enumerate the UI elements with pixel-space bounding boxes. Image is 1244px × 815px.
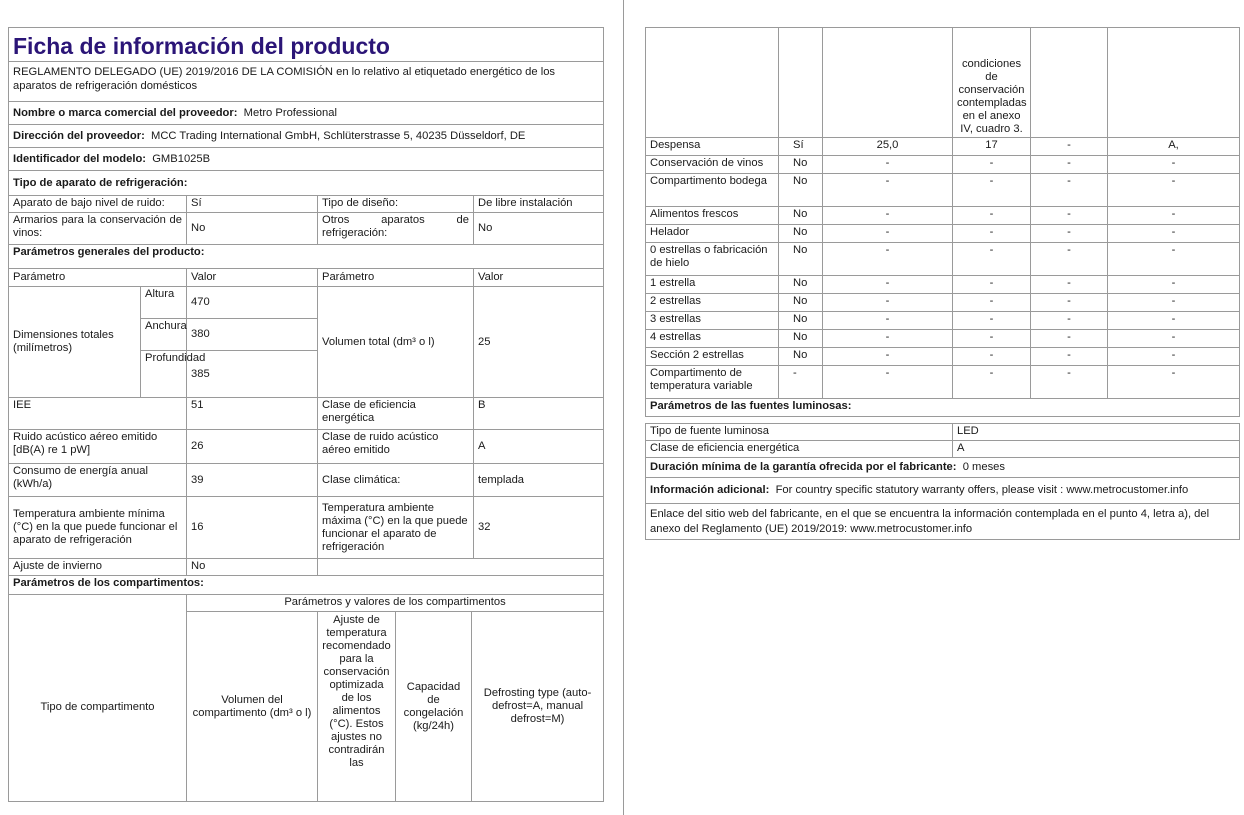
compartment-row bbox=[646, 225, 1240, 243]
climate-class-value: templada bbox=[474, 464, 604, 497]
design-type-label: Tipo de diseño: bbox=[318, 196, 474, 213]
compartment-name: 0 estrellas o fabricación de hielo bbox=[646, 243, 779, 276]
compartment-volume: - bbox=[823, 207, 953, 225]
compartment-name: Alimentos frescos bbox=[646, 207, 779, 225]
light-params-heading: Parámetros de las fuentes luminosas: bbox=[646, 399, 1240, 417]
compartment-row bbox=[646, 207, 1240, 225]
model-row bbox=[9, 148, 604, 171]
compartment-volume: - bbox=[823, 225, 953, 243]
supplier-address-label: Dirección del proveedor: bbox=[13, 129, 145, 142]
model-label: Identificador del modelo: bbox=[13, 152, 147, 165]
compartment-defrost: - bbox=[1108, 174, 1240, 207]
eei-value: 51 bbox=[187, 398, 318, 430]
noise-label: Ruido acústico aéreo emitido [dB(A) re 1 pW] bbox=[9, 430, 187, 464]
compartment-present: No bbox=[779, 207, 823, 225]
compartment-volume: - bbox=[823, 243, 953, 276]
compartment-name: Helador bbox=[646, 225, 779, 243]
max-temp-value: 32 bbox=[474, 497, 604, 559]
compartment-present: No bbox=[779, 156, 823, 174]
compartment-defrost: - bbox=[1108, 348, 1240, 366]
additional-info-label: Información adicional: bbox=[650, 484, 770, 496]
compartment-freezing-capacity: - bbox=[1031, 243, 1108, 276]
light-class-value: A bbox=[953, 441, 1240, 458]
col-value-header: Valor bbox=[187, 269, 318, 287]
compartment-rows bbox=[646, 138, 1240, 399]
compartment-defrost: - bbox=[1108, 276, 1240, 294]
eei-label: IEE bbox=[9, 398, 187, 430]
annual-energy-label: Consumo de energía anual (kWh/a) bbox=[9, 464, 187, 497]
volume-label: Volumen total (dm³ o l) bbox=[318, 287, 474, 398]
compartment-freezing-capacity: - bbox=[1031, 294, 1108, 312]
width-label: Anchura bbox=[141, 319, 187, 351]
compartment-row bbox=[646, 330, 1240, 348]
supplier-address-row bbox=[9, 125, 604, 148]
blank-cell bbox=[646, 28, 779, 138]
compartment-defrost: - bbox=[1108, 366, 1240, 399]
compartment-defrost: - bbox=[1108, 243, 1240, 276]
col-value-header-2: Valor bbox=[474, 269, 604, 287]
general-params-heading: Parámetros generales del producto: bbox=[9, 245, 604, 269]
compartment-row bbox=[646, 156, 1240, 174]
compartment-volume: - bbox=[823, 330, 953, 348]
compartment-params-heading: Parámetros de los compartimentos: bbox=[9, 576, 604, 595]
depth-value: 385 bbox=[187, 351, 318, 398]
model-value: GMB1025B bbox=[152, 152, 211, 165]
warranty-label: Duración mínima de la garantía ofrecida por el fabricante: bbox=[650, 461, 957, 473]
compartment-table bbox=[645, 27, 1240, 417]
compartment-present: No bbox=[779, 294, 823, 312]
compartment-name: 1 estrella bbox=[646, 276, 779, 294]
efficiency-class-value: B bbox=[474, 398, 604, 430]
width-value: 380 bbox=[187, 319, 318, 351]
compartment-freezing-capacity: - bbox=[1031, 276, 1108, 294]
compartment-row bbox=[646, 312, 1240, 330]
low-noise-value: Sí bbox=[187, 196, 318, 213]
compartment-volume: 25,0 bbox=[823, 138, 953, 156]
additional-info-row bbox=[646, 478, 1240, 504]
warranty-row bbox=[646, 458, 1240, 478]
compartment-header-table bbox=[8, 594, 604, 802]
compartment-present: Sí bbox=[779, 138, 823, 156]
compartment-freezing-capacity: - bbox=[1031, 225, 1108, 243]
manufacturer-website-text: Enlace del sitio web del fabricante, en el que se encuentra la información contemplada en el punto 4, letra a), del anexo del Reglamento (UE) 2019/2019: www.metrocustomer.info bbox=[646, 504, 1240, 540]
noise-class-label: Clase de ruido acústico aéreo emitido bbox=[318, 430, 474, 464]
height-label: Altura bbox=[141, 287, 187, 319]
annual-energy-value: 39 bbox=[187, 464, 318, 497]
compartment-temp: - bbox=[953, 366, 1031, 399]
compartment-defrost: - bbox=[1108, 156, 1240, 174]
compartment-present: No bbox=[779, 330, 823, 348]
page-title: Ficha de información del producto bbox=[9, 28, 604, 62]
compartment-name: Compartimento de temperatura variable bbox=[646, 366, 779, 399]
compartment-defrost: - bbox=[1108, 312, 1240, 330]
compartment-volume: - bbox=[823, 312, 953, 330]
wine-cabinet-value: No bbox=[187, 213, 318, 245]
compartment-volume: - bbox=[823, 174, 953, 207]
compartment-type-header: Tipo de compartimento bbox=[9, 595, 187, 802]
compartment-row bbox=[646, 276, 1240, 294]
compartment-defrost: A, bbox=[1108, 138, 1240, 156]
compartment-freezing-capacity: - bbox=[1031, 174, 1108, 207]
compartment-present: No bbox=[779, 276, 823, 294]
noise-value: 26 bbox=[187, 430, 318, 464]
blank-cell bbox=[1108, 28, 1240, 138]
compartment-name: Compartimento bodega bbox=[646, 174, 779, 207]
wine-cabinet-label: Armarios para la conservación de vinos: bbox=[9, 213, 187, 245]
compartment-temp-header: Ajuste de temperatura recomendado para la conservación optimizada de los alimentos (°C). Estos ajustes no contradirán las bbox=[318, 612, 396, 802]
light-type-label: Tipo de fuente luminosa bbox=[646, 424, 953, 441]
winter-setting-value: No bbox=[187, 559, 318, 576]
empty-cell bbox=[318, 559, 604, 576]
compartment-temp: - bbox=[953, 156, 1031, 174]
blank-cell bbox=[1031, 28, 1108, 138]
additional-info-value: For country specific statutory warranty offers, please visit : www.metrocustomer.info bbox=[775, 484, 1189, 496]
page-divider bbox=[623, 0, 624, 815]
noise-class-value: A bbox=[474, 430, 604, 464]
compartment-volume: - bbox=[823, 294, 953, 312]
efficiency-class-label: Clase de eficiencia energética bbox=[318, 398, 474, 430]
compartment-row bbox=[646, 348, 1240, 366]
compartment-name: 4 estrellas bbox=[646, 330, 779, 348]
compartment-name: 2 estrellas bbox=[646, 294, 779, 312]
compartment-present: No bbox=[779, 312, 823, 330]
compartment-freezing-capacity: - bbox=[1031, 138, 1108, 156]
appliance-type-heading: Tipo de aparato de refrigeración: bbox=[9, 171, 604, 196]
light-class-label: Clase de eficiencia energética bbox=[646, 441, 953, 458]
compartment-row bbox=[646, 243, 1240, 276]
height-value: 470 bbox=[187, 287, 318, 319]
min-temp-value: 16 bbox=[187, 497, 318, 559]
max-temp-label: Temperatura ambiente máxima (°C) en la que puede funcionar el aparato de refrigeración bbox=[318, 497, 474, 559]
other-appliance-label: Otros aparatos de refrigeración: bbox=[318, 213, 474, 245]
compartment-present: - bbox=[779, 366, 823, 399]
winter-setting-label: Ajuste de invierno bbox=[9, 559, 187, 576]
compartment-defrost: - bbox=[1108, 225, 1240, 243]
compartment-freezing-capacity: - bbox=[1031, 330, 1108, 348]
compartment-row bbox=[646, 174, 1240, 207]
compartment-freezing-capacity: - bbox=[1031, 156, 1108, 174]
compartment-defrost: - bbox=[1108, 294, 1240, 312]
compartment-temp: - bbox=[953, 225, 1031, 243]
compartment-present: No bbox=[779, 174, 823, 207]
compartment-defrost: - bbox=[1108, 207, 1240, 225]
compartment-freezing-capacity: - bbox=[1031, 348, 1108, 366]
compartment-volume: - bbox=[823, 366, 953, 399]
left-page bbox=[8, 27, 603, 802]
defrost-type-header: Defrosting type (auto-defrost=A, manual defrost=M) bbox=[472, 612, 604, 802]
compartment-freezing-capacity: - bbox=[1031, 312, 1108, 330]
compartment-present: No bbox=[779, 225, 823, 243]
compartment-name: Sección 2 estrellas bbox=[646, 348, 779, 366]
compartment-temp: - bbox=[953, 294, 1031, 312]
compartment-temp: - bbox=[953, 276, 1031, 294]
product-info-table bbox=[8, 27, 604, 595]
blank-cell bbox=[779, 28, 823, 138]
freezing-capacity-header: Capacidad de congelación (kg/24h) bbox=[396, 612, 472, 802]
low-noise-label: Aparato de bajo nivel de ruido: bbox=[9, 196, 187, 213]
compartment-freezing-capacity: - bbox=[1031, 366, 1108, 399]
design-type-value: De libre instalación bbox=[474, 196, 604, 213]
regulation-text: REGLAMENTO DELEGADO (UE) 2019/2016 DE LA COMISIÓN en lo relativo al etiquetado energético de los aparatos de refrigeración domésticos bbox=[9, 62, 604, 102]
compartment-temp: - bbox=[953, 207, 1031, 225]
compartment-temp: - bbox=[953, 330, 1031, 348]
supplier-name-value: Metro Professional bbox=[243, 106, 337, 119]
supplier-name-row bbox=[9, 102, 604, 125]
compartment-name: Despensa bbox=[646, 138, 779, 156]
compartment-volume: - bbox=[823, 156, 953, 174]
compartment-present: No bbox=[779, 243, 823, 276]
compartment-row bbox=[646, 294, 1240, 312]
dimensions-label: Dimensiones totales (milímetros) bbox=[9, 287, 141, 398]
supplier-name-label: Nombre o marca comercial del proveedor: bbox=[13, 106, 238, 119]
col-param-header: Parámetro bbox=[9, 269, 187, 287]
compartment-defrost: - bbox=[1108, 330, 1240, 348]
compartment-volume-header: Volumen del compartimento (dm³ o l) bbox=[187, 612, 318, 802]
compartment-temp: - bbox=[953, 243, 1031, 276]
climate-class-label: Clase climática: bbox=[318, 464, 474, 497]
compartment-present: No bbox=[779, 348, 823, 366]
compartment-temp: 17 bbox=[953, 138, 1031, 156]
compartment-name: 3 estrellas bbox=[646, 312, 779, 330]
temp-header-continued: condiciones de conservación contempladas en el anexo IV, cuadro 3. bbox=[953, 28, 1031, 138]
light-source-table bbox=[645, 423, 1240, 540]
compartment-row bbox=[646, 138, 1240, 156]
right-page bbox=[645, 27, 1239, 540]
compartment-row bbox=[646, 366, 1240, 399]
blank-cell bbox=[823, 28, 953, 138]
depth-label: Profundidad bbox=[141, 351, 187, 398]
compartment-volume: - bbox=[823, 276, 953, 294]
compartment-temp: - bbox=[953, 174, 1031, 207]
min-temp-label: Temperatura ambiente mínima (°C) en la que puede funcionar el aparato de refrigeración bbox=[9, 497, 187, 559]
light-type-value: LED bbox=[953, 424, 1240, 441]
other-appliance-value: No bbox=[474, 213, 604, 245]
compartment-freezing-capacity: - bbox=[1031, 207, 1108, 225]
compartment-temp: - bbox=[953, 348, 1031, 366]
col-param-header-2: Parámetro bbox=[318, 269, 474, 287]
supplier-address-value: MCC Trading International GmbH, Schlüterstrasse 5, 40235 Düsseldorf, DE bbox=[151, 129, 526, 142]
compartment-values-header: Parámetros y valores de los compartimentos bbox=[187, 595, 604, 612]
compartment-temp: - bbox=[953, 312, 1031, 330]
compartment-volume: - bbox=[823, 348, 953, 366]
volume-value: 25 bbox=[474, 287, 604, 398]
compartment-name: Conservación de vinos bbox=[646, 156, 779, 174]
warranty-value: 0 meses bbox=[962, 461, 1005, 473]
